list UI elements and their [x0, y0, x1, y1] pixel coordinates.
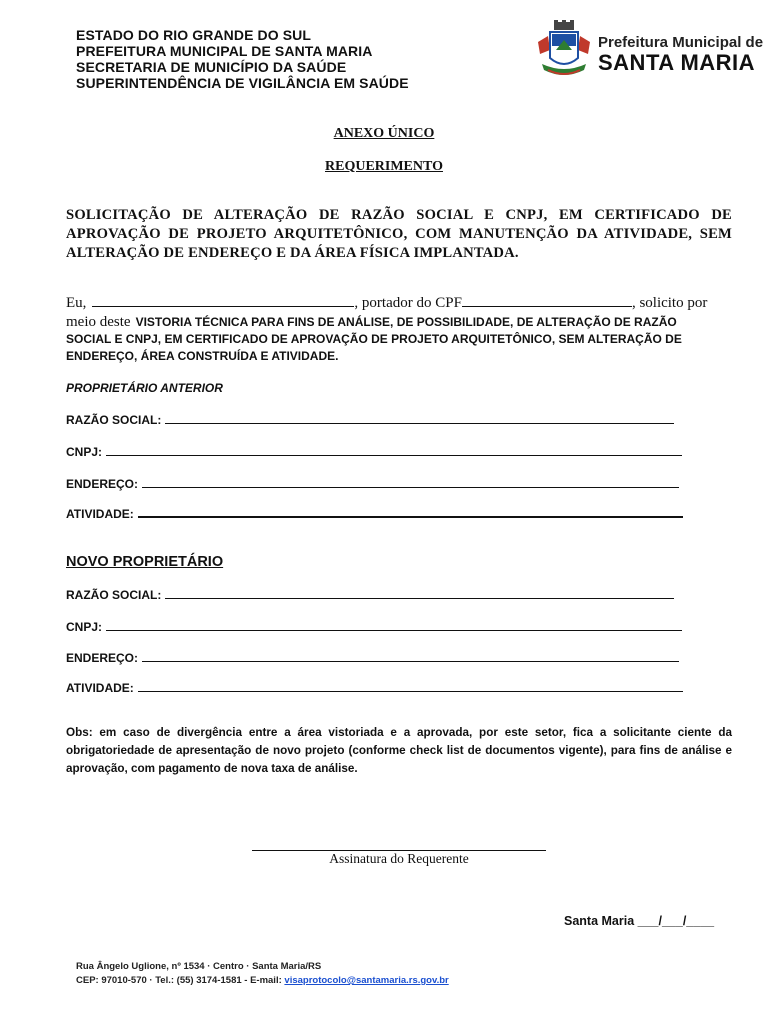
new-atividade-line[interactable]: [138, 681, 683, 692]
text-vistoria: VISTORIA TÉCNICA PARA FINS DE ANÁLISE, DE POSSIBILIDADE, DE ALTERAÇÃO DE RAZÃO: [135, 315, 677, 329]
city-date-line: Santa Maria ___/___/____: [564, 914, 715, 928]
new-endereco-label: ENDEREÇO:: [66, 651, 139, 665]
signature-label: Assinatura do Requerente: [329, 851, 469, 866]
previous-razao-social-label: RAZÃO SOCIAL:: [66, 413, 162, 427]
previous-razao-social-field[interactable]: [66, 413, 674, 427]
title-annex: ANEXO ÚNICO: [333, 126, 435, 141]
declaration-fourth-line: ENDEREÇO, ÁREA CONSTRUÍDA E ATIVIDADE.: [66, 349, 339, 363]
previous-cnpj-label: CNPJ:: [66, 445, 103, 459]
footer-address: Rua Ângelo Uglione, nº 1534 · Centro · Santa Maria/RS: [76, 961, 322, 972]
footer-email-link[interactable]: visaprotocolo@santamaria.rs.gov.br: [284, 975, 449, 986]
previous-cnpj-line[interactable]: [106, 445, 682, 456]
new-razao-social-label: RAZÃO SOCIAL:: [66, 588, 162, 602]
observation-note: Obs: em caso de divergência entre a área vistoriada e a aprovada, por este setor, fica a solicitante ciente da obrigatoriedade de apresentação de novo projeto (conforme check list de documentos vigente), para fins de análise e aprovação, com pagamento de nova taxa de análise.: [66, 726, 732, 775]
header-line-state: ESTADO DO RIO GRANDE DO SUL: [76, 27, 312, 43]
logo-text-top: Prefeitura Municipal de: [598, 34, 764, 51]
header-line-city-hall: PREFEITURA MUNICIPAL DE SANTA MARIA: [76, 43, 373, 59]
previous-endereco-label: ENDEREÇO:: [66, 477, 139, 491]
request-subject: SOLICITAÇÃO DE ALTERAÇÃO DE RAZÃO SOCIAL E CNPJ, EM CERTIFICADO DE APROVAÇÃO DE PROJETO ARQUITETÔNICO, COM MANUTENÇÃO DA ATIVIDADE, SEM ALTERAÇÃO DE ENDEREÇO E DA ÁREA FÍSICA IMPLANTADA.: [66, 207, 732, 261]
logo-text-bottom: SANTA MARIA: [598, 50, 756, 75]
text-meio-deste: meio deste: [66, 314, 131, 330]
previous-cnpj-field[interactable]: [66, 445, 682, 459]
previous-atividade-line[interactable]: [138, 506, 683, 518]
footer-contact-text: CEP: 97010-570 · Tel.: (55) 3174-1581 - E-mail:: [76, 975, 282, 986]
footer-contact: [76, 975, 449, 986]
new-razao-social-field[interactable]: [66, 588, 674, 602]
new-cnpj-label: CNPJ:: [66, 620, 103, 634]
new-cnpj-field[interactable]: [66, 620, 682, 634]
header-line-superintendence: SUPERINTENDÊNCIA DE VIGILÂNCIA EM SAÚDE: [76, 75, 409, 91]
text-solicito: , solicito por: [631, 295, 708, 311]
previous-atividade-field[interactable]: [66, 506, 683, 521]
new-cnpj-line[interactable]: [106, 620, 682, 631]
new-atividade-field[interactable]: [66, 681, 683, 695]
new-razao-social-line[interactable]: [165, 588, 674, 599]
coat-of-arms-icon: [534, 20, 594, 82]
cpf-blank: [462, 292, 632, 307]
declaration-second-line: [66, 313, 732, 332]
title-request: REQUERIMENTO: [325, 159, 443, 174]
previous-owner-heading: PROPRIETÁRIO ANTERIOR: [66, 381, 223, 395]
declaration-first-line: [66, 292, 732, 313]
new-atividade-label: ATIVIDADE:: [66, 681, 134, 695]
header-line-secretariat: SECRETARIA DE MUNICÍPIO DA SAÚDE: [76, 59, 347, 75]
declaration-third-line: SOCIAL E CNPJ, EM CERTIFICADO DE APROVAÇÃO DE PROJETO ARQUITETÔNICO, SEM ALTERAÇÃO DE: [66, 332, 682, 346]
text-portador: , portador do CPF: [354, 295, 462, 311]
new-owner-heading: NOVO PROPRIETÁRIO: [66, 554, 224, 570]
previous-endereco-field[interactable]: [66, 477, 679, 491]
previous-atividade-label: ATIVIDADE:: [66, 507, 134, 521]
new-endereco-field[interactable]: [66, 651, 679, 665]
new-endereco-line[interactable]: [142, 651, 679, 662]
previous-razao-social-line[interactable]: [165, 413, 674, 424]
previous-endereco-line[interactable]: [142, 477, 679, 488]
name-blank: [92, 292, 354, 307]
text-eu: Eu,: [66, 295, 87, 311]
